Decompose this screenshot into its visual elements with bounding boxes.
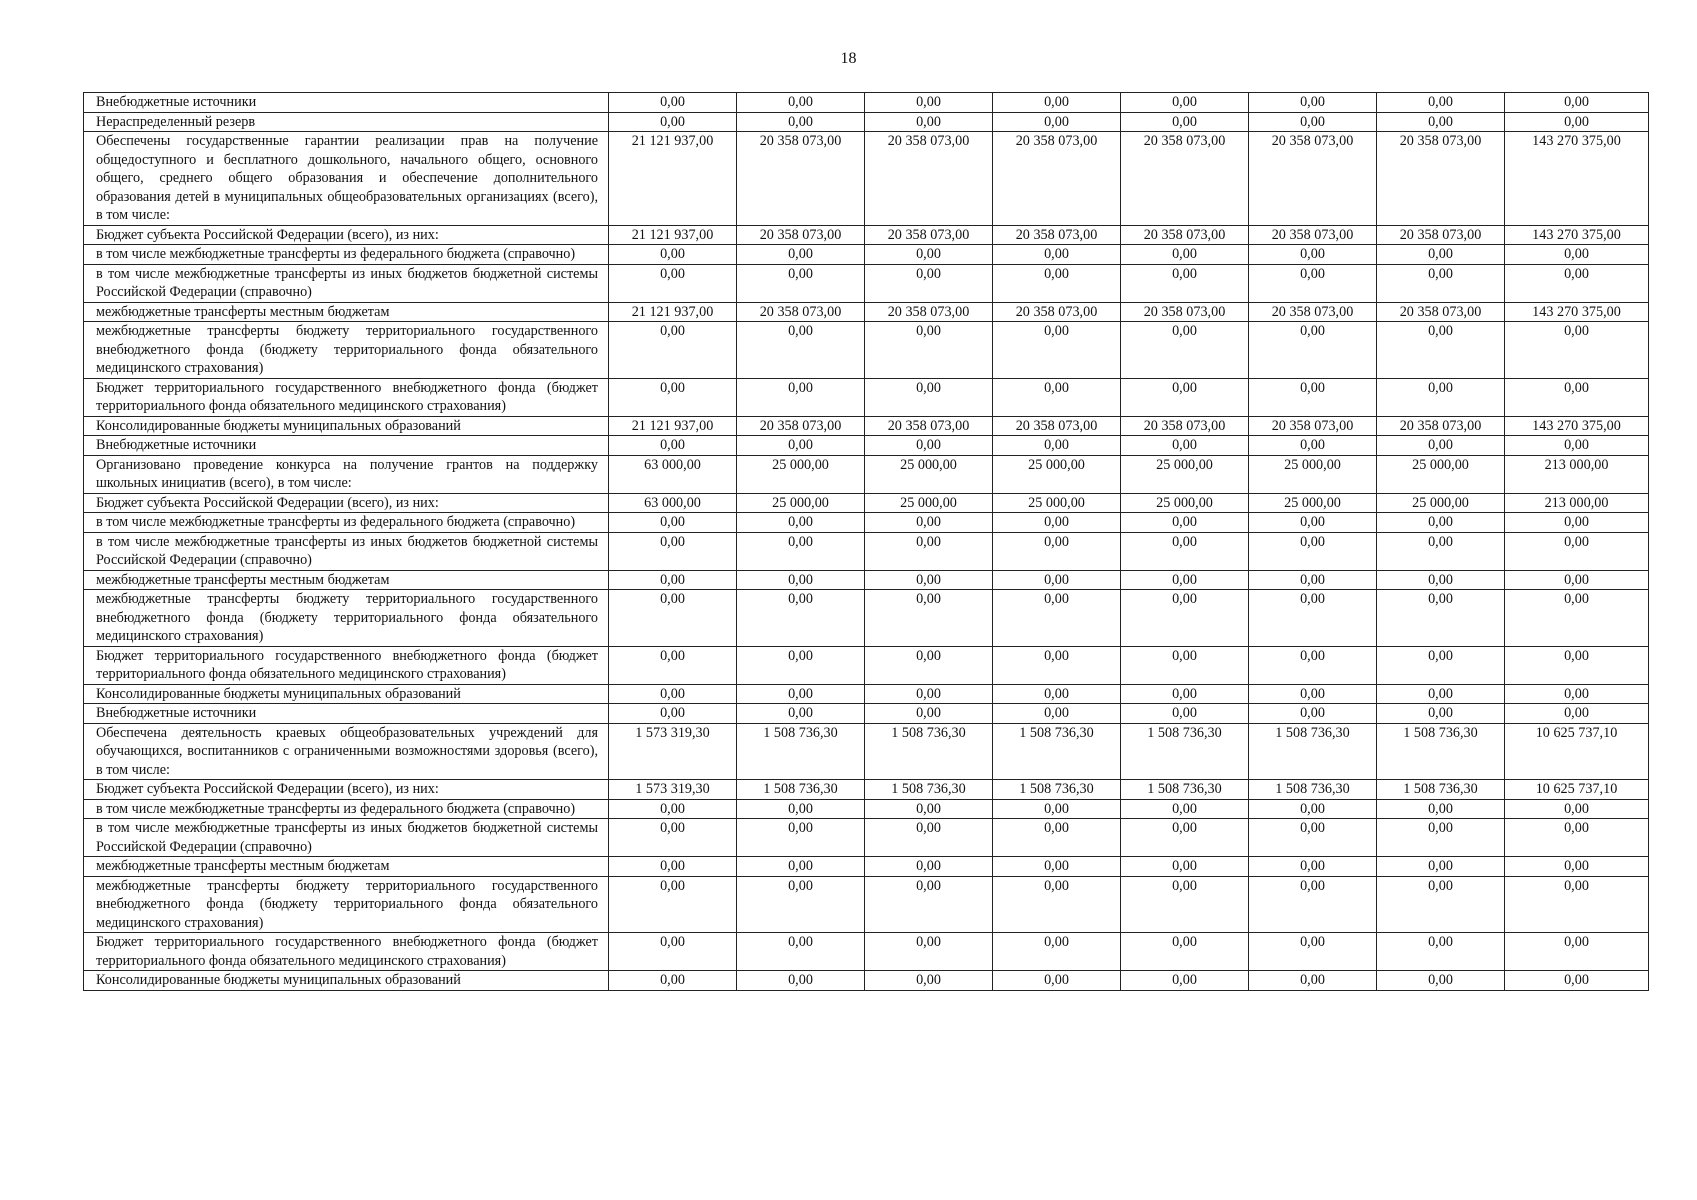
row-value-cell: 0,00 [993,532,1121,570]
row-value-cell: 0,00 [1249,971,1377,991]
row-value-cell: 1 508 736,30 [865,780,993,800]
row-value-cell: 0,00 [609,532,737,570]
row-value-cell: 0,00 [1249,704,1377,724]
row-value-cell: 1 508 736,30 [993,780,1121,800]
table-row [84,799,1649,819]
row-label: в том числе межбюджетные трансферты из иных бюджетов бюджетной системы Российской Федерации (справочно) [84,264,609,302]
row-value-cell: 0,00 [737,819,865,857]
row-label: межбюджетные трансферты бюджету территориального государственного внебюджетного фонда (бюджету территориального фонда обязательного медицинского страхования) [84,590,609,647]
row-value-cell: 1 508 736,30 [1377,780,1505,800]
row-value-cell: 20 358 073,00 [1377,302,1505,322]
row-value-cell: 0,00 [993,799,1121,819]
row-value-cell: 0,00 [1249,112,1377,132]
table-row [84,132,1649,226]
row-value-cell: 20 358 073,00 [1249,416,1377,436]
row-value-cell: 0,00 [865,933,993,971]
row-value-cell: 0,00 [1249,876,1377,933]
table-row [84,264,1649,302]
row-value-cell: 0,00 [993,646,1121,684]
row-value-cell: 0,00 [993,93,1121,113]
row-value-cell: 20 358 073,00 [737,302,865,322]
table-row [84,455,1649,493]
row-value-cell: 20 358 073,00 [1377,132,1505,226]
row-label: Нераспределенный резерв [84,112,609,132]
table-body [84,93,1649,991]
row-value-cell: 20 358 073,00 [1121,132,1249,226]
row-value-cell: 0,00 [1377,513,1505,533]
row-value-cell: 0,00 [993,436,1121,456]
row-value-cell: 0,00 [1121,322,1249,379]
row-value-cell: 0,00 [1121,590,1249,647]
row-value-cell: 0,00 [1377,684,1505,704]
table-row [84,513,1649,533]
row-total-cell: 0,00 [1505,570,1649,590]
row-total-cell: 0,00 [1505,590,1649,647]
row-value-cell: 0,00 [609,799,737,819]
row-value-cell: 0,00 [865,532,993,570]
row-total-cell: 0,00 [1505,245,1649,265]
row-value-cell: 20 358 073,00 [865,416,993,436]
row-total-cell: 143 270 375,00 [1505,132,1649,226]
row-total-cell: 213 000,00 [1505,455,1649,493]
row-label: Бюджет территориального государственного внебюджетного фонда (бюджет территориального фонда обязательного медицинского страхования) [84,646,609,684]
row-value-cell: 0,00 [609,646,737,684]
row-value-cell: 0,00 [865,322,993,379]
row-label: межбюджетные трансферты местным бюджетам [84,302,609,322]
row-value-cell: 0,00 [1121,819,1249,857]
row-label: в том числе межбюджетные трансферты из федерального бюджета (справочно) [84,799,609,819]
row-value-cell: 0,00 [993,590,1121,647]
row-value-cell: 20 358 073,00 [737,132,865,226]
row-value-cell: 25 000,00 [993,455,1121,493]
row-value-cell: 0,00 [1121,532,1249,570]
row-value-cell: 0,00 [609,971,737,991]
row-value-cell: 0,00 [1121,436,1249,456]
row-total-cell: 0,00 [1505,112,1649,132]
row-value-cell: 25 000,00 [993,493,1121,513]
row-value-cell: 20 358 073,00 [737,416,865,436]
row-value-cell: 0,00 [1121,971,1249,991]
row-total-cell: 10 625 737,10 [1505,780,1649,800]
row-value-cell: 1 508 736,30 [737,780,865,800]
row-value-cell: 0,00 [737,513,865,533]
row-value-cell: 0,00 [993,322,1121,379]
row-value-cell: 0,00 [993,704,1121,724]
row-value-cell: 0,00 [993,570,1121,590]
row-label: Бюджет территориального государственного внебюджетного фонда (бюджет территориального фонда обязательного медицинского страхования) [84,933,609,971]
row-value-cell: 20 358 073,00 [1121,225,1249,245]
row-total-cell: 0,00 [1505,322,1649,379]
row-total-cell: 0,00 [1505,819,1649,857]
row-value-cell: 0,00 [737,857,865,877]
row-value-cell: 0,00 [737,378,865,416]
row-value-cell: 0,00 [1377,322,1505,379]
row-value-cell: 0,00 [1377,436,1505,456]
table-row [84,646,1649,684]
row-value-cell: 1 508 736,30 [865,723,993,780]
row-value-cell: 0,00 [1121,245,1249,265]
row-total-cell: 213 000,00 [1505,493,1649,513]
row-value-cell: 0,00 [1121,93,1249,113]
row-value-cell: 0,00 [609,570,737,590]
row-value-cell: 0,00 [1121,646,1249,684]
row-value-cell: 20 358 073,00 [865,302,993,322]
row-value-cell: 0,00 [1249,933,1377,971]
row-value-cell: 0,00 [1377,245,1505,265]
table-row [84,225,1649,245]
row-value-cell: 0,00 [1377,264,1505,302]
row-label: Внебюджетные источники [84,704,609,724]
row-value-cell: 0,00 [737,684,865,704]
row-value-cell: 0,00 [737,322,865,379]
table-row [84,570,1649,590]
row-value-cell: 0,00 [609,513,737,533]
row-value-cell: 0,00 [737,532,865,570]
row-value-cell: 0,00 [1121,378,1249,416]
row-value-cell: 0,00 [1377,570,1505,590]
row-label: межбюджетные трансферты бюджету территориального государственного внебюджетного фонда (бюджету территориального фонда обязательного медицинского страхования) [84,322,609,379]
row-value-cell: 0,00 [993,684,1121,704]
row-value-cell: 0,00 [1377,112,1505,132]
table-row [84,857,1649,877]
row-value-cell: 25 000,00 [737,493,865,513]
table-row [84,245,1649,265]
row-value-cell: 25 000,00 [865,493,993,513]
table-row [84,704,1649,724]
row-value-cell: 0,00 [1121,933,1249,971]
row-value-cell: 25 000,00 [865,455,993,493]
row-total-cell: 0,00 [1505,704,1649,724]
row-label: Внебюджетные источники [84,436,609,456]
row-value-cell: 0,00 [609,93,737,113]
row-value-cell: 21 121 937,00 [609,302,737,322]
row-value-cell: 0,00 [609,436,737,456]
row-value-cell: 25 000,00 [1377,455,1505,493]
row-value-cell: 0,00 [737,245,865,265]
row-value-cell: 0,00 [609,322,737,379]
row-total-cell: 0,00 [1505,532,1649,570]
row-value-cell: 0,00 [865,264,993,302]
table-row [84,723,1649,780]
row-value-cell: 0,00 [1249,378,1377,416]
row-value-cell: 0,00 [865,112,993,132]
row-value-cell: 1 508 736,30 [1121,780,1249,800]
row-value-cell: 0,00 [737,933,865,971]
row-value-cell: 0,00 [865,513,993,533]
row-value-cell: 0,00 [865,378,993,416]
row-total-cell: 143 270 375,00 [1505,225,1649,245]
table-row [84,322,1649,379]
row-value-cell: 0,00 [609,857,737,877]
page-number: 18 [840,50,857,67]
row-total-cell: 10 625 737,10 [1505,723,1649,780]
row-value-cell: 0,00 [1377,704,1505,724]
row-label: Бюджет субъекта Российской Федерации (всего), из них: [84,493,609,513]
row-value-cell: 0,00 [865,857,993,877]
row-value-cell: 0,00 [993,933,1121,971]
row-value-cell: 0,00 [1121,264,1249,302]
row-value-cell: 0,00 [865,570,993,590]
row-value-cell: 0,00 [1249,245,1377,265]
row-value-cell: 0,00 [1377,819,1505,857]
row-value-cell: 1 508 736,30 [737,723,865,780]
table-row [84,684,1649,704]
table-row [84,436,1649,456]
row-value-cell: 0,00 [1121,704,1249,724]
row-value-cell: 0,00 [993,378,1121,416]
table-row [84,93,1649,113]
row-value-cell: 0,00 [1249,532,1377,570]
row-value-cell: 1 508 736,30 [1377,723,1505,780]
row-label: в том числе межбюджетные трансферты из иных бюджетов бюджетной системы Российской Федерации (справочно) [84,532,609,570]
row-value-cell: 20 358 073,00 [1121,416,1249,436]
row-total-cell: 0,00 [1505,933,1649,971]
table-row [84,933,1649,971]
row-value-cell: 0,00 [865,436,993,456]
row-value-cell: 20 358 073,00 [993,225,1121,245]
row-value-cell: 0,00 [1249,264,1377,302]
row-value-cell: 0,00 [737,971,865,991]
row-value-cell: 0,00 [737,646,865,684]
row-value-cell: 0,00 [865,646,993,684]
row-value-cell: 0,00 [1249,819,1377,857]
row-value-cell: 0,00 [609,245,737,265]
row-value-cell: 0,00 [1249,799,1377,819]
table-row [84,590,1649,647]
row-label: в том числе межбюджетные трансферты из федерального бюджета (справочно) [84,245,609,265]
row-value-cell: 0,00 [737,93,865,113]
row-value-cell: 25 000,00 [737,455,865,493]
row-value-cell: 1 573 319,30 [609,780,737,800]
row-value-cell: 20 358 073,00 [1249,302,1377,322]
table-row [84,416,1649,436]
row-value-cell: 0,00 [1377,378,1505,416]
row-value-cell: 0,00 [737,112,865,132]
row-value-cell: 0,00 [993,857,1121,877]
row-value-cell: 1 573 319,30 [609,723,737,780]
row-label: Консолидированные бюджеты муниципальных образований [84,684,609,704]
row-value-cell: 0,00 [993,245,1121,265]
row-value-cell: 25 000,00 [1121,493,1249,513]
row-value-cell: 0,00 [609,704,737,724]
row-value-cell: 0,00 [737,704,865,724]
row-value-cell: 0,00 [865,971,993,991]
row-value-cell: 0,00 [737,799,865,819]
table-row [84,876,1649,933]
row-value-cell: 0,00 [1249,857,1377,877]
row-value-cell: 0,00 [1121,570,1249,590]
row-value-cell: 0,00 [609,590,737,647]
row-label: Бюджет субъекта Российской Федерации (всего), из них: [84,780,609,800]
row-value-cell: 0,00 [1377,532,1505,570]
row-label: межбюджетные трансферты местным бюджетам [84,857,609,877]
row-value-cell: 21 121 937,00 [609,225,737,245]
table-row [84,780,1649,800]
row-label: Бюджет территориального государственного внебюджетного фонда (бюджет территориального фонда обязательного медицинского страхования) [84,378,609,416]
row-value-cell: 20 358 073,00 [1377,225,1505,245]
row-value-cell: 0,00 [1377,799,1505,819]
row-value-cell: 20 358 073,00 [865,225,993,245]
row-value-cell: 0,00 [609,264,737,302]
row-value-cell: 0,00 [1249,93,1377,113]
row-total-cell: 0,00 [1505,971,1649,991]
table-row [84,378,1649,416]
row-label: межбюджетные трансферты бюджету территориального государственного внебюджетного фонда (бюджету территориального фонда обязательного медицинского страхования) [84,876,609,933]
row-value-cell: 0,00 [737,570,865,590]
row-value-cell: 0,00 [1121,513,1249,533]
row-label: Обеспечена деятельность краевых общеобразовательных учреждений для обучающихся, воспитанников с ограниченными возможностями здоровья (всего), в том числе: [84,723,609,780]
row-total-cell: 143 270 375,00 [1505,416,1649,436]
row-total-cell: 0,00 [1505,436,1649,456]
row-label: межбюджетные трансферты местным бюджетам [84,570,609,590]
row-value-cell: 0,00 [1377,93,1505,113]
row-value-cell: 1 508 736,30 [993,723,1121,780]
row-value-cell: 20 358 073,00 [1249,225,1377,245]
row-value-cell: 0,00 [737,264,865,302]
row-value-cell: 0,00 [865,590,993,647]
row-value-cell: 1 508 736,30 [1249,780,1377,800]
row-value-cell: 0,00 [609,933,737,971]
row-value-cell: 63 000,00 [609,493,737,513]
row-total-cell: 0,00 [1505,799,1649,819]
row-value-cell: 20 358 073,00 [865,132,993,226]
row-value-cell: 1 508 736,30 [1121,723,1249,780]
row-total-cell: 0,00 [1505,378,1649,416]
row-label: Обеспечены государственные гарантии реализации прав на получение общедоступного и бесплатного дошкольного, начального общего, основного общего, среднего общего образования и обеспечение дополнительного образования детей в муниципальных общеобразовательных организациях (всего), в том числе: [84,132,609,226]
row-value-cell: 20 358 073,00 [993,302,1121,322]
row-value-cell: 0,00 [865,684,993,704]
row-value-cell: 21 121 937,00 [609,132,737,226]
row-label: Внебюджетные источники [84,93,609,113]
row-value-cell: 0,00 [1377,857,1505,877]
row-total-cell: 0,00 [1505,684,1649,704]
row-label: Консолидированные бюджеты муниципальных образований [84,971,609,991]
row-value-cell: 20 358 073,00 [993,416,1121,436]
row-value-cell: 25 000,00 [1249,455,1377,493]
row-value-cell: 0,00 [993,971,1121,991]
row-value-cell: 0,00 [1249,590,1377,647]
row-value-cell: 20 358 073,00 [1249,132,1377,226]
row-total-cell: 0,00 [1505,646,1649,684]
row-value-cell: 0,00 [1121,857,1249,877]
row-value-cell: 0,00 [865,245,993,265]
row-value-cell: 0,00 [993,112,1121,132]
row-value-cell: 0,00 [1377,876,1505,933]
row-value-cell: 0,00 [865,704,993,724]
row-label: Консолидированные бюджеты муниципальных образований [84,416,609,436]
row-value-cell: 0,00 [1377,933,1505,971]
row-value-cell: 0,00 [609,819,737,857]
row-value-cell: 0,00 [1377,646,1505,684]
row-label: Организовано проведение конкурса на получение грантов на поддержку школьных инициатив (всего), в том числе: [84,455,609,493]
row-value-cell: 20 358 073,00 [737,225,865,245]
row-value-cell: 0,00 [1121,112,1249,132]
row-total-cell: 0,00 [1505,857,1649,877]
row-value-cell: 25 000,00 [1121,455,1249,493]
row-value-cell: 0,00 [737,590,865,647]
row-value-cell: 0,00 [1249,646,1377,684]
row-value-cell: 0,00 [1249,684,1377,704]
row-value-cell: 1 508 736,30 [1249,723,1377,780]
row-label: в том числе межбюджетные трансферты из иных бюджетов бюджетной системы Российской Федерации (справочно) [84,819,609,857]
row-value-cell: 20 358 073,00 [993,132,1121,226]
row-value-cell: 0,00 [1249,322,1377,379]
row-value-cell: 0,00 [1121,876,1249,933]
table-row [84,112,1649,132]
row-value-cell: 0,00 [1121,684,1249,704]
row-value-cell: 0,00 [993,264,1121,302]
row-value-cell: 0,00 [609,876,737,933]
row-value-cell: 0,00 [993,819,1121,857]
row-value-cell: 0,00 [865,799,993,819]
row-value-cell: 0,00 [1249,436,1377,456]
row-value-cell: 25 000,00 [1249,493,1377,513]
row-value-cell: 0,00 [737,436,865,456]
row-value-cell: 0,00 [865,93,993,113]
row-total-cell: 0,00 [1505,264,1649,302]
row-total-cell: 0,00 [1505,93,1649,113]
row-value-cell: 63 000,00 [609,455,737,493]
budget-table [83,92,1649,991]
row-label: Бюджет субъекта Российской Федерации (всего), из них: [84,225,609,245]
row-value-cell: 0,00 [1249,570,1377,590]
table-row [84,302,1649,322]
row-value-cell: 25 000,00 [1377,493,1505,513]
row-value-cell: 21 121 937,00 [609,416,737,436]
row-value-cell: 0,00 [609,378,737,416]
row-value-cell: 0,00 [737,876,865,933]
row-value-cell: 0,00 [1377,971,1505,991]
row-total-cell: 0,00 [1505,513,1649,533]
row-value-cell: 20 358 073,00 [1121,302,1249,322]
row-value-cell: 0,00 [1377,590,1505,647]
table-row [84,971,1649,991]
table-row [84,819,1649,857]
row-total-cell: 0,00 [1505,876,1649,933]
row-value-cell: 0,00 [865,876,993,933]
row-value-cell: 0,00 [609,684,737,704]
row-value-cell: 0,00 [1121,799,1249,819]
row-value-cell: 0,00 [865,819,993,857]
row-value-cell: 0,00 [993,513,1121,533]
row-value-cell: 0,00 [609,112,737,132]
table-row [84,493,1649,513]
row-value-cell: 20 358 073,00 [1377,416,1505,436]
table-row [84,532,1649,570]
row-value-cell: 0,00 [1249,513,1377,533]
row-label: в том числе межбюджетные трансферты из федерального бюджета (справочно) [84,513,609,533]
row-total-cell: 143 270 375,00 [1505,302,1649,322]
row-value-cell: 0,00 [993,876,1121,933]
